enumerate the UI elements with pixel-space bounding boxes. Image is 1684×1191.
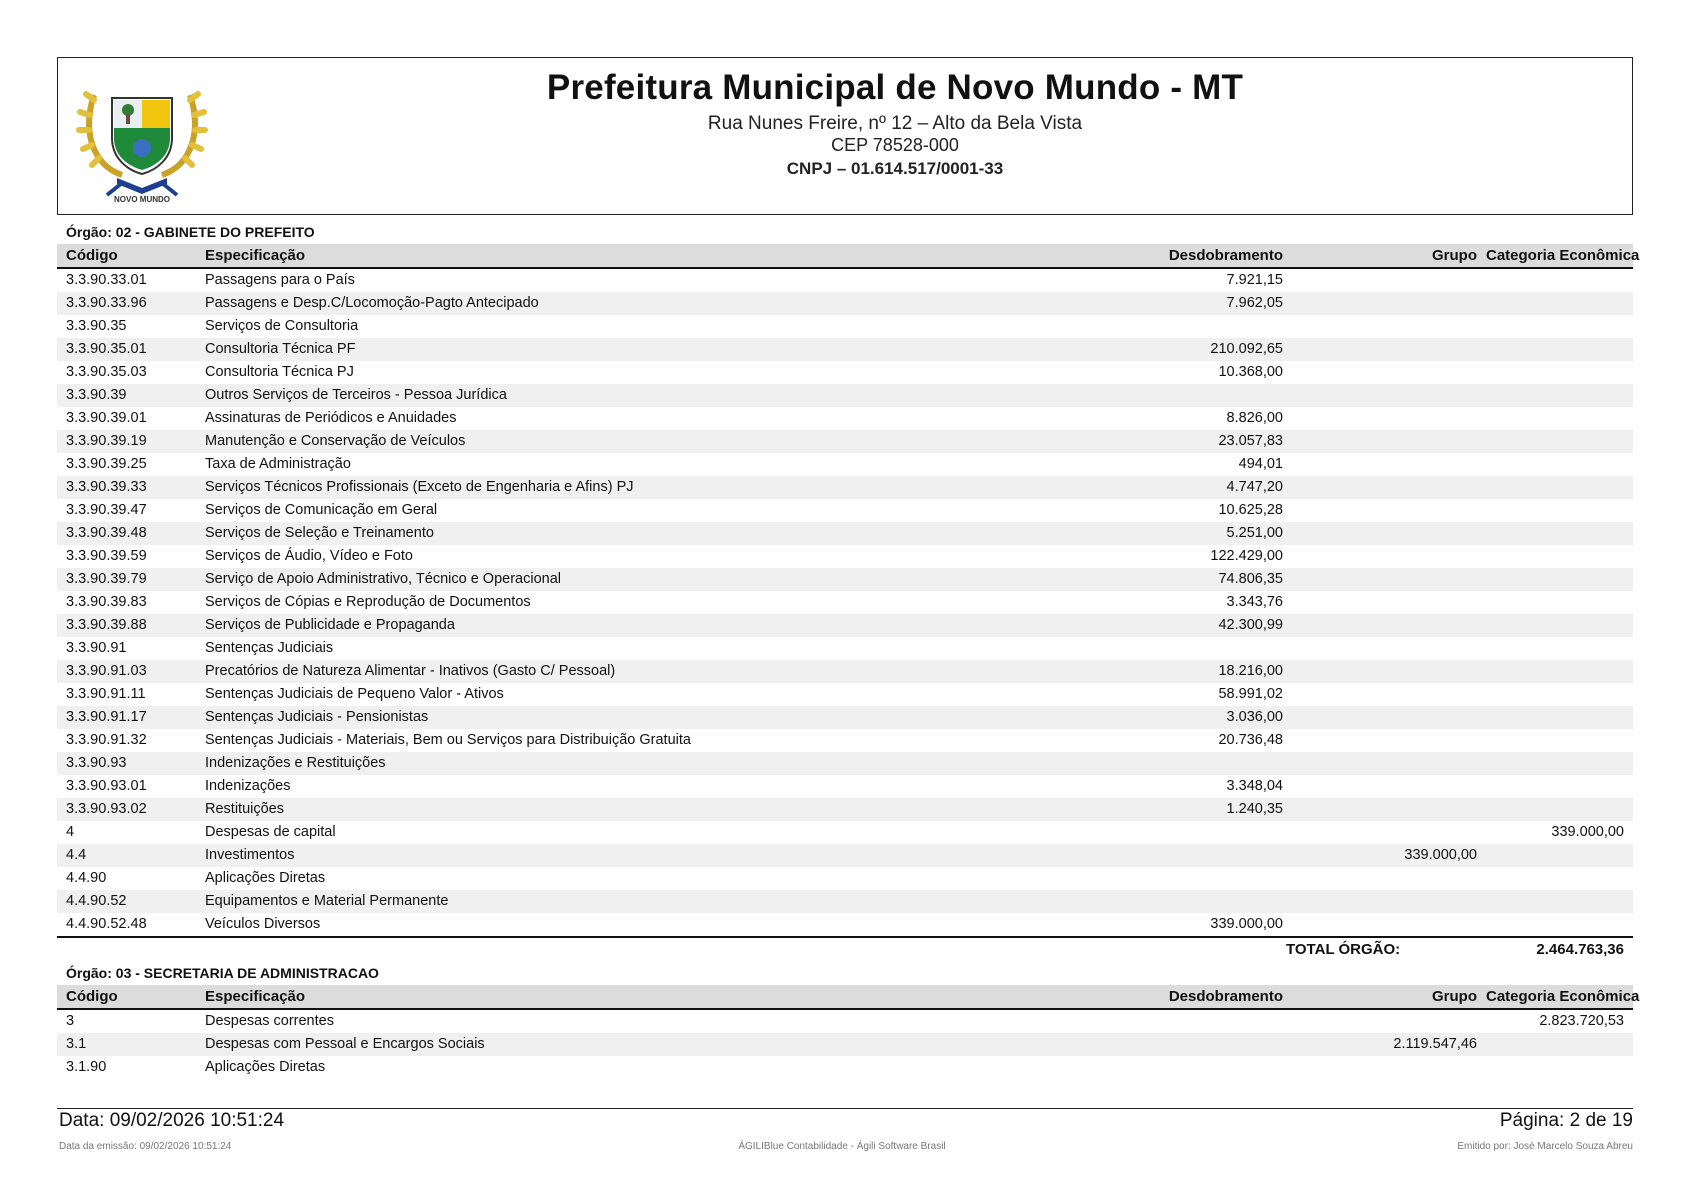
cell-desdobramento: 339.000,00 [1210,916,1283,932]
table-row [57,407,1633,430]
cell-desdobramento: 3.348,04 [1226,778,1283,794]
cell-especificacao: Despesas correntes [205,1013,334,1029]
cell-especificacao: Serviço de Apoio Administrativo, Técnico e Operacional [205,571,561,587]
cell-especificacao: Assinaturas de Periódicos e Anuidades [205,410,457,426]
footer-divider [57,1108,1633,1109]
total-value: 2.464.763,36 [1536,941,1624,958]
cell-grupo [1292,706,1486,729]
table-row [57,361,1633,384]
cell-categoria: 339.000,00 [1551,824,1624,840]
cell-grupo [1292,384,1486,407]
cell-categoria [1486,798,1633,821]
cell-grupo [1292,1056,1486,1079]
cell-grupo [1292,637,1486,660]
table-row [57,338,1633,361]
cell-grupo [1292,499,1486,522]
cell-categoria [1486,591,1633,614]
cell-desdobramento: 5.251,00 [1226,525,1283,541]
cell-grupo [1292,867,1486,890]
cell-categoria [1486,1056,1633,1079]
cell-especificacao: Sentenças Judiciais [205,640,334,656]
cell-grupo [1292,407,1486,430]
cell-desdobramento [1110,752,1292,775]
col-categoria: Categoria Econômica [1486,247,1640,264]
cell-codigo: 3.3.90.39.19 [66,433,147,449]
table-row [57,683,1633,706]
logo-text: NOVO MUNDO [114,195,170,204]
table-row [57,614,1633,637]
cell-grupo [1292,361,1486,384]
cell-categoria [1486,637,1633,660]
cell-especificacao: Despesas com Pessoal e Encargos Sociais [205,1036,485,1052]
cell-desdobramento: 3.343,76 [1226,594,1283,610]
table-row [57,637,1633,660]
table-row [57,315,1633,338]
col-categoria: Categoria Econômica [1486,988,1640,1005]
table-row [57,499,1633,522]
software-credit: ÁGILIBlue Contabilidade - Ágili Software Brasil [738,1141,946,1152]
cell-grupo [1292,890,1486,913]
cell-especificacao: Consultoria Técnica PF [205,341,356,357]
cell-categoria: 2.823.720,53 [1539,1013,1624,1029]
cell-categoria [1486,315,1633,338]
cell-grupo [1292,660,1486,683]
cell-categoria [1486,752,1633,775]
orgao-section-02 [57,220,1640,962]
total-row [57,938,1633,962]
table-row [57,913,1633,936]
cell-codigo: 3.3.90.91.11 [66,686,146,702]
cell-grupo [1292,821,1486,844]
cell-grupo [1292,269,1486,292]
header-cep: CEP 78528-000 [831,135,959,155]
cell-desdobramento: 122.429,00 [1210,548,1283,564]
issued-by: Emitido por: José Marcelo Souza Abreu [1457,1141,1633,1152]
cell-codigo: 3 [66,1013,75,1029]
cell-codigo: 3.3.90.93 [66,755,127,771]
report-header [57,57,1633,215]
cell-codigo: 3.3.90.33.96 [66,295,147,311]
cell-desdobramento [1110,1056,1292,1079]
cell-codigo: 3.3.90.39.48 [66,525,147,541]
cell-especificacao: Sentenças Judiciais de Pequeno Valor - Ativos [205,686,504,702]
cell-categoria [1486,568,1633,591]
cell-especificacao: Despesas de capital [205,824,336,840]
header-address: Rua Nunes Freire, nº 12 – Alto da Bela Vista [707,113,1083,134]
col-desdobramento: Desdobramento [1168,988,1283,1005]
table-row [57,729,1633,752]
cell-codigo: 3.3.90.39.33 [66,479,147,495]
cell-codigo: 4.4.90.52 [66,893,127,909]
page-title: Prefeitura Municipal de Novo Mundo - MT [546,68,1244,107]
cell-categoria [1486,660,1633,683]
table-header [57,244,1640,269]
table-row [57,706,1633,729]
table-row [57,890,1633,913]
cell-grupo [1292,568,1486,591]
cell-categoria [1486,338,1633,361]
table-row [57,752,1633,775]
cell-especificacao: Serviços Técnicos Profissionais (Exceto de Engenharia e Afins) PJ [205,479,634,495]
cell-categoria [1486,430,1633,453]
cell-grupo: 339.000,00 [1404,847,1477,863]
cell-desdobramento [1110,1010,1292,1033]
cell-especificacao: Restituições [205,801,284,817]
cell-desdobramento [1110,844,1292,867]
cell-especificacao: Veículos Diversos [205,916,321,932]
cell-codigo: 3.3.90.39.25 [66,456,147,472]
cell-categoria [1486,361,1633,384]
cell-codigo: 3.3.90.35.03 [66,364,147,380]
cell-especificacao: Serviços de Cópias e Reprodução de Documentos [205,594,531,610]
emission-date: Data da emissão: 09/02/2026 10:51:24 [59,1141,232,1152]
cell-codigo: 4 [66,824,75,840]
cell-especificacao: Outros Serviços de Terceiros - Pessoa Jurídica [205,387,507,403]
cell-desdobramento: 74.806,35 [1218,571,1283,587]
cell-desdobramento: 8.826,00 [1226,410,1283,426]
cell-categoria [1486,913,1633,936]
cell-desdobramento: 23.057,83 [1218,433,1283,449]
table-row [57,522,1633,545]
cell-categoria [1486,890,1633,913]
cell-desdobramento: 7.962,05 [1226,295,1283,311]
cell-desdobramento [1110,890,1292,913]
cell-codigo: 3.3.90.39.47 [66,502,147,518]
cell-especificacao: Equipamentos e Material Permanente [205,893,449,909]
cell-codigo: 3.1.90 [66,1059,107,1075]
cell-especificacao: Indenizações e Restituições [205,755,386,771]
cell-grupo [1292,545,1486,568]
table-row [57,660,1633,683]
cell-grupo [1292,453,1486,476]
cell-codigo: 3.3.90.93.02 [66,801,147,817]
cell-desdobramento: 3.036,00 [1226,709,1283,725]
cell-grupo [1292,683,1486,706]
cell-codigo: 4.4.90 [66,870,107,886]
cell-grupo [1292,798,1486,821]
col-especificacao: Especificação [205,247,306,264]
page-number: Página: 2 de 19 [1499,1110,1633,1131]
cell-grupo [1292,315,1486,338]
table-row [57,1010,1633,1033]
cell-categoria [1486,453,1633,476]
cell-categoria [1486,384,1633,407]
cell-categoria [1486,522,1633,545]
cell-categoria [1486,269,1633,292]
table-row [57,269,1633,292]
cell-desdobramento: 7.921,15 [1226,272,1283,288]
cell-especificacao: Manutenção e Conservação de Veículos [205,433,466,449]
cell-grupo [1292,729,1486,752]
orgao-section-03 [57,961,1640,1079]
cell-desdobramento [1110,315,1292,338]
cell-codigo: 3.3.90.91.17 [66,709,147,725]
cell-desdobramento: 20.736,48 [1218,732,1283,748]
cell-especificacao: Serviços de Seleção e Treinamento [205,525,434,541]
cell-desdobramento: 10.625,28 [1218,502,1283,518]
table-row [57,821,1633,844]
col-desdobramento: Desdobramento [1168,247,1283,264]
cell-grupo [1292,430,1486,453]
cell-categoria [1486,545,1633,568]
cell-desdobramento [1110,384,1292,407]
table-row [57,867,1633,890]
table-row [57,453,1633,476]
cell-grupo [1292,591,1486,614]
col-especificacao: Especificação [205,988,306,1005]
cell-grupo [1292,752,1486,775]
cell-desdobramento: 18.216,00 [1218,663,1283,679]
cell-categoria [1486,867,1633,890]
table-body [57,1010,1633,1079]
cell-codigo: 4.4.90.52.48 [66,916,147,932]
orgao-title: Órgão: 02 - GABINETE DO PREFEITO [66,224,315,240]
cell-codigo: 4.4 [66,847,87,863]
cell-desdobramento [1110,1033,1292,1056]
cell-especificacao: Precatórios de Natureza Alimentar - Inativos (Gasto C/ Pessoal) [205,663,616,679]
cell-especificacao: Sentenças Judiciais - Pensionistas [205,709,429,725]
cell-grupo [1292,913,1486,936]
table-row [57,476,1633,499]
col-grupo: Grupo [1432,988,1477,1005]
table-row [57,292,1633,315]
cell-categoria [1486,844,1633,867]
col-grupo: Grupo [1432,247,1477,264]
cell-especificacao: Passagens e Desp.C/Locomoção-Pagto Antecipado [205,295,539,311]
cell-categoria [1486,292,1633,315]
cell-grupo [1292,292,1486,315]
table-row [57,591,1633,614]
cell-desdobramento: 10.368,00 [1218,364,1283,380]
cell-codigo: 3.3.90.39.83 [66,594,147,610]
table-row [57,545,1633,568]
cell-codigo: 3.3.90.35 [66,318,127,334]
table-row [57,775,1633,798]
table-row [57,1056,1633,1079]
cell-especificacao: Serviços de Áudio, Vídeo e Foto [205,548,413,564]
cell-categoria [1486,476,1633,499]
total-label: TOTAL ÓRGÃO: [1286,941,1401,958]
footer-date: Data: 09/02/2026 10:51:24 [59,1110,285,1131]
cell-categoria [1486,775,1633,798]
table-body [57,269,1633,938]
cell-codigo: 3.3.90.39.88 [66,617,147,633]
cell-grupo [1292,522,1486,545]
col-codigo: Código [66,247,118,264]
cell-codigo: 3.3.90.91.32 [66,732,147,748]
cell-codigo: 3.3.90.35.01 [66,341,147,357]
table-header [57,985,1640,1010]
cell-codigo: 3.1 [66,1036,87,1052]
cell-desdobramento: 4.747,20 [1226,479,1283,495]
cell-categoria [1486,1033,1633,1056]
table-row [57,568,1633,591]
cell-especificacao: Taxa de Administração [205,456,351,472]
cell-codigo: 3.3.90.39.79 [66,571,147,587]
cell-codigo: 3.3.90.39.59 [66,548,147,564]
table-row [57,1033,1633,1056]
cell-desdobramento [1110,867,1292,890]
cell-grupo [1292,476,1486,499]
cell-codigo: 3.3.90.39 [66,387,127,403]
cell-codigo: 3.3.90.33.01 [66,272,147,288]
cell-especificacao: Investimentos [205,847,295,863]
cell-desdobramento: 58.991,02 [1218,686,1283,702]
cell-especificacao: Aplicações Diretas [205,870,326,886]
cell-grupo [1292,614,1486,637]
cell-desdobramento [1110,637,1292,660]
cell-desdobramento: 42.300,99 [1218,617,1283,633]
cell-desdobramento: 494,01 [1238,456,1283,472]
table-row [57,430,1633,453]
cell-categoria [1486,614,1633,637]
orgao-title: Órgão: 03 - SECRETARIA DE ADMINISTRACAO [66,965,379,981]
cell-especificacao: Aplicações Diretas [205,1059,326,1075]
header-cnpj: CNPJ – 01.614.517/0001-33 [786,159,1004,178]
cell-codigo: 3.3.90.91 [66,640,127,656]
cell-especificacao: Passagens para o País [205,272,355,288]
cell-categoria [1486,499,1633,522]
cell-codigo: 3.3.90.93.01 [66,778,147,794]
cell-especificacao: Serviços de Publicidade e Propaganda [205,617,455,633]
cell-especificacao: Serviços de Comunicação em Geral [205,502,438,518]
cell-categoria [1486,683,1633,706]
cell-especificacao: Consultoria Técnica PJ [205,364,354,380]
col-codigo: Código [66,988,118,1005]
cell-especificacao: Serviços de Consultoria [205,318,359,334]
cell-categoria [1486,706,1633,729]
cell-categoria [1486,407,1633,430]
cell-codigo: 3.3.90.39.01 [66,410,147,426]
cell-codigo: 3.3.90.91.03 [66,663,147,679]
table-row [57,798,1633,821]
cell-desdobramento: 210.092,65 [1210,341,1283,357]
table-row [57,384,1633,407]
table-row [57,844,1633,867]
cell-grupo [1292,1010,1486,1033]
cell-grupo [1292,338,1486,361]
cell-categoria [1486,729,1633,752]
cell-especificacao: Sentenças Judiciais - Materiais, Bem ou Serviços para Distribuição Gratuita [205,732,691,748]
cell-desdobramento: 1.240,35 [1226,801,1283,817]
cell-grupo: 2.119.547,46 [1393,1036,1477,1052]
cell-especificacao: Indenizações [205,778,291,794]
cell-grupo [1292,775,1486,798]
cell-desdobramento [1110,821,1292,844]
